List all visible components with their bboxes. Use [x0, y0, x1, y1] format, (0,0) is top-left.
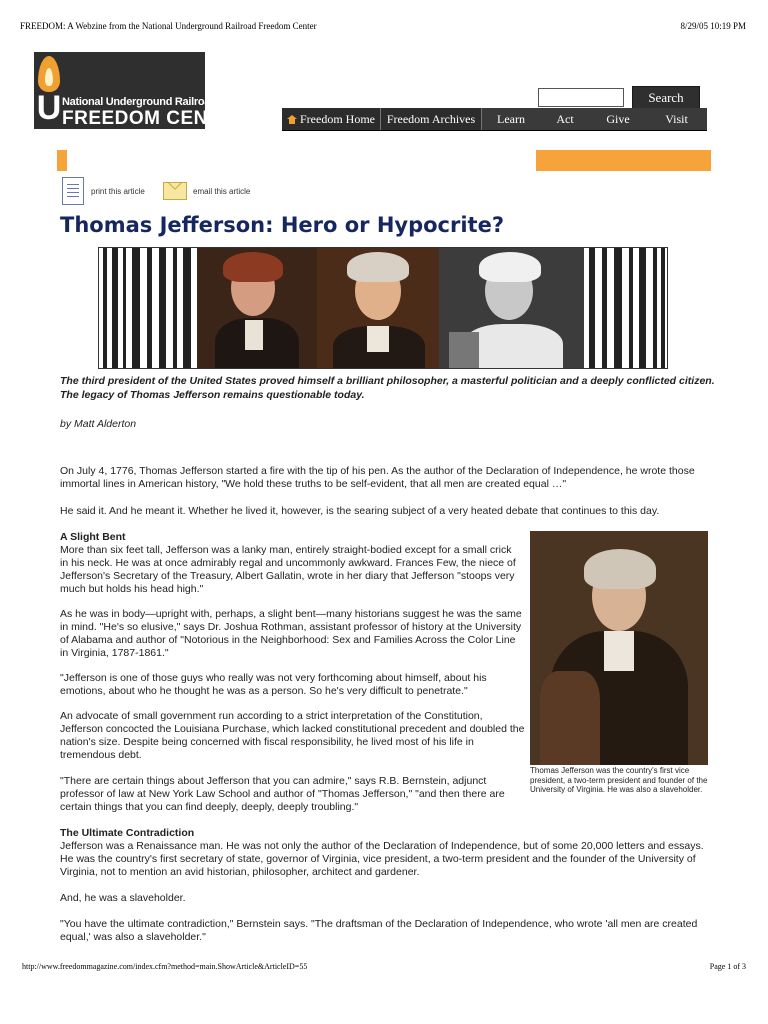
logo-line1: National Underground Railroad — [62, 96, 217, 108]
footer-page-number: Page 1 of 3 — [709, 962, 746, 971]
article-deck: The third president of the United States proved himself a brilliant philosopher, a masterful politician and a deeply conflicted citizen. The legacy of Thomas Jefferson remains questionable today. — [60, 375, 715, 401]
nav-act[interactable]: Act — [556, 112, 574, 126]
print-header-datetime: 8/29/05 10:19 PM — [680, 21, 746, 31]
photo-caption: Thomas Jefferson was the country's first vice president, a two-term president and founder of the University of Virginia. He was also a slaveholder. — [530, 766, 708, 794]
house-icon — [287, 115, 297, 124]
portrait-3 — [439, 248, 584, 368]
nav-freedom-archives[interactable]: Freedom Archives — [381, 108, 482, 130]
envelope-icon[interactable] — [163, 182, 187, 200]
footer-url: http://www.freedommagazine.com/index.cfm?method=main.ShowArticle&ArticleID=55 — [22, 962, 308, 971]
paragraph-6: An advocate of small government run according to a strict interpretation of the Constitution, Jefferson concocted the Louisiana Purchase, which lacked constitutional precedent and doubled the nation's size. Despite being concerned with fiscal responsibility, he lived most of his life in tremendous debt. — [60, 710, 525, 761]
portrait-banner — [98, 247, 668, 369]
flame-inner-icon — [45, 68, 53, 86]
paragraph-4: As he was in body—upright with, perhaps, a slight bent—many historians suggest he was the same in mind. "He's so elusive," says Dr. Joshua Rothman, assistant professor of history at the University of Alabama and author of "Notorious in the Neighborhood: Sex and Families Across the Color Line in Virginia, 1787-1861." — [60, 608, 522, 659]
article-title: Thomas Jefferson: Hero or Hypocrite? — [60, 213, 505, 237]
print-article-link[interactable]: print this article — [91, 187, 145, 196]
main-nav — [282, 108, 707, 131]
paragraph-10: "You have the ultimate contradiction," Bernstein says. "The draftsman of the Declaration of Independence, who wrote 'all men are created equal,' was also a slaveholder." — [60, 918, 698, 943]
email-article-link[interactable]: email this article — [193, 187, 251, 196]
nav-visit[interactable]: Visit — [665, 112, 688, 126]
heading-ultimate-contradiction: The Ultimate Contradiction — [60, 827, 195, 839]
paragraph-2: He said it. And he meant it. Whether he lived it, however, is the searing subject of a very heated debate that continues to this day. — [60, 505, 660, 517]
print-icon[interactable] — [62, 177, 84, 205]
portrait-2 — [317, 248, 439, 368]
logo-u-mark: U — [36, 89, 62, 127]
heading-a-slight-bent: A Slight Bent — [60, 531, 126, 543]
nav-freedom-home[interactable] — [282, 108, 381, 130]
jefferson-photo — [530, 531, 708, 765]
paragraph-8: Jefferson was a Renaissance man. He was not only the author of the Declaration of Independence, but of some 20,000 letters and essays. He was the country's first secretary of state, governor of Virginia, vice president, a two-term president and the founder of the University of Virginia, not to mention an avid historian, philosopher, architect and gardener. — [60, 840, 704, 878]
nav-freedom-home-label: Freedom Home — [300, 112, 375, 126]
nav-give[interactable]: Give — [606, 112, 630, 126]
search-input[interactable] — [538, 88, 624, 107]
site-logo[interactable] — [34, 52, 248, 129]
paragraph-1: On July 4, 1776, Thomas Jefferson started a fire with the tip of his pen. As the author of the Declaration of Independence, he wrote those immortal lines in American history, "We hold these truths to be self-evident, that all men are created equal …" — [60, 465, 695, 490]
paragraph-7: "There are certain things about Jefferson that you can admire," says R.B. Bernstein, adjunct professor of law at New York Law School and author of "Thomas Jefferson," "and then there are certain things that you can find deeply, deeply, deeply troubling." — [60, 775, 505, 813]
search-button[interactable]: Search — [632, 86, 700, 109]
print-header-title: FREEDOM: A Webzine from the National Underground Railroad Freedom Center — [20, 21, 317, 31]
orange-bar-right — [536, 150, 711, 171]
byline: by Matt Alderton — [60, 418, 137, 430]
portrait-1 — [197, 248, 317, 368]
paragraph-3: More than six feet tall, Jefferson was a lanky man, entirely straight-bodied except for a small crick in his neck. He was at once admirably regal and uncommonly awkward. Frances Few, the niece of Jefferson's Secretary of the Treasury, Albert Gallatin, wrote in her diary that Jefferson "stoops very much but holds his head high." — [60, 544, 516, 595]
paragraph-5: "Jefferson is one of those guys who really was not very forthcoming about himself, about his emotions, about who he thought he was as a person. So he's very difficult to penetrate." — [60, 672, 487, 697]
logo-line2: FREEDOM CENTER — [62, 108, 248, 129]
paragraph-9: And, he was a slaveholder. — [60, 892, 186, 904]
orange-bar-left — [57, 150, 67, 171]
nav-learn[interactable]: Learn — [497, 112, 525, 126]
